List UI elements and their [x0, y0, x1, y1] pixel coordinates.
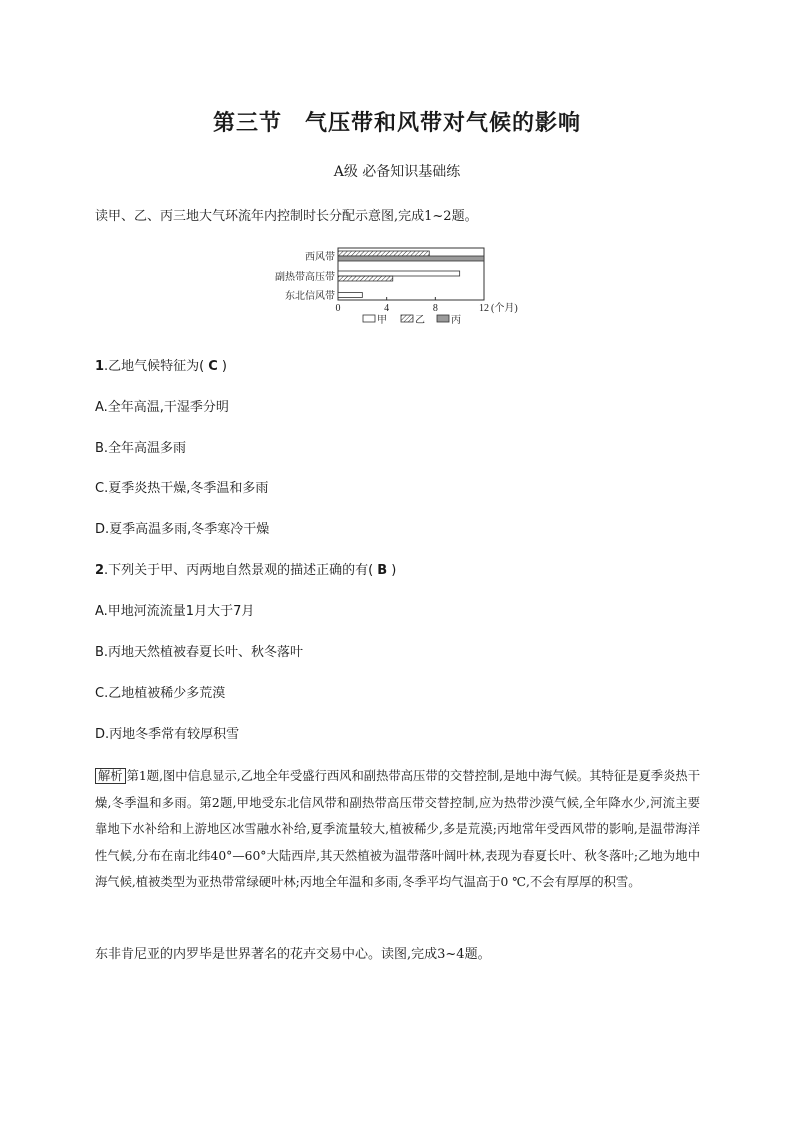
question-number: 2	[95, 563, 105, 578]
category-label: 副热带高压带	[275, 272, 335, 283]
x-tick-label: 4	[384, 303, 390, 314]
analysis-tag: 解析	[95, 768, 126, 784]
answer-letter: B	[377, 563, 388, 578]
bar-乙-副热带高压带	[338, 276, 393, 281]
bar-甲-东北信风带	[338, 293, 362, 298]
q2-option-c: C.乙地植被稀少多荒漠	[95, 686, 226, 701]
analysis-block	[95, 763, 700, 896]
q1-option-a: A.全年高温,干湿季分明	[95, 400, 229, 415]
q1-option-d: D.夏季高温多雨,冬季寒冷干燥	[95, 522, 270, 537]
q2-option-a: A.甲地河流流量1月大于7月	[95, 604, 255, 619]
next-intro-text: 东非肯尼亚的内罗毕是世界著名的花卉交易中心。读图,完成3~4题。	[95, 947, 491, 962]
analysis-text: 第1题,图中信息显示,乙地全年受盛行西风和副热带高压带的交替控制,是地中海气候。其特征是夏季炎热干燥,冬季温和多雨。第2题,甲地受东北信风带和副热带高压带交替控制,应为热带沙漠气候,全年降水少,河流主要靠地下水补给和上游地区冰雪融水补给,夏季流量较大,植被稀少,多是荒漠;丙地常年受西风带的影响,是温带海洋性气候,分布在南北纬40°—60°大陆西岸,其天然植被为温带落叶阔叶林,表现为春夏长叶、秋冬落叶;乙地为地中海气候,植被类型为亚热带常绿硬叶林;丙地全年温和多雨,冬季平均气温高于0 ℃,不会有厚厚的积雪。	[95, 769, 700, 889]
legend-label: 乙	[415, 315, 425, 326]
question-stem: .下列关于甲、丙两地自然景观的描述正确的有(	[104, 563, 374, 578]
legend-label: 丙	[451, 315, 461, 326]
answer-letter: C	[208, 359, 218, 374]
section-level-heading: A级 必备知识基础练	[333, 164, 461, 180]
q1-option-b: B.全年高温多雨	[95, 441, 187, 456]
question-close: )	[221, 359, 227, 374]
q1-option-c: C.夏季炎热干燥,冬季温和多雨	[95, 481, 269, 496]
legend-swatch	[437, 315, 449, 322]
x-unit-label: (个月)	[491, 303, 518, 314]
question-stem: .乙地气候特征为(	[104, 359, 205, 374]
bar-乙-西风带	[338, 251, 429, 256]
x-tick-label: 0	[335, 303, 341, 314]
bar-甲-副热带高压带	[338, 271, 460, 276]
intro-text: 读甲、乙、丙三地大气环流年内控制时长分配示意图,完成1~2题。	[95, 209, 478, 224]
legend-swatch	[401, 315, 413, 322]
question-1	[95, 355, 227, 374]
legend-swatch	[363, 315, 375, 322]
x-tick-label: 12	[479, 303, 489, 314]
question-number: 1	[95, 359, 105, 374]
q2-option-d: D.丙地冬季常有较厚积雪	[95, 727, 240, 742]
q2-option-b: B.丙地天然植被春夏长叶、秋冬落叶	[95, 645, 304, 660]
x-tick-label: 8	[432, 303, 438, 314]
question-2	[95, 559, 396, 578]
page-title: 第三节 气压带和风带对气候的影响	[212, 110, 581, 136]
category-label: 东北信风带	[285, 291, 335, 302]
question-close: )	[391, 563, 397, 578]
legend-label: 甲	[377, 315, 387, 326]
category-label: 西风带	[305, 252, 335, 263]
bar-丙-西风带	[338, 256, 484, 261]
